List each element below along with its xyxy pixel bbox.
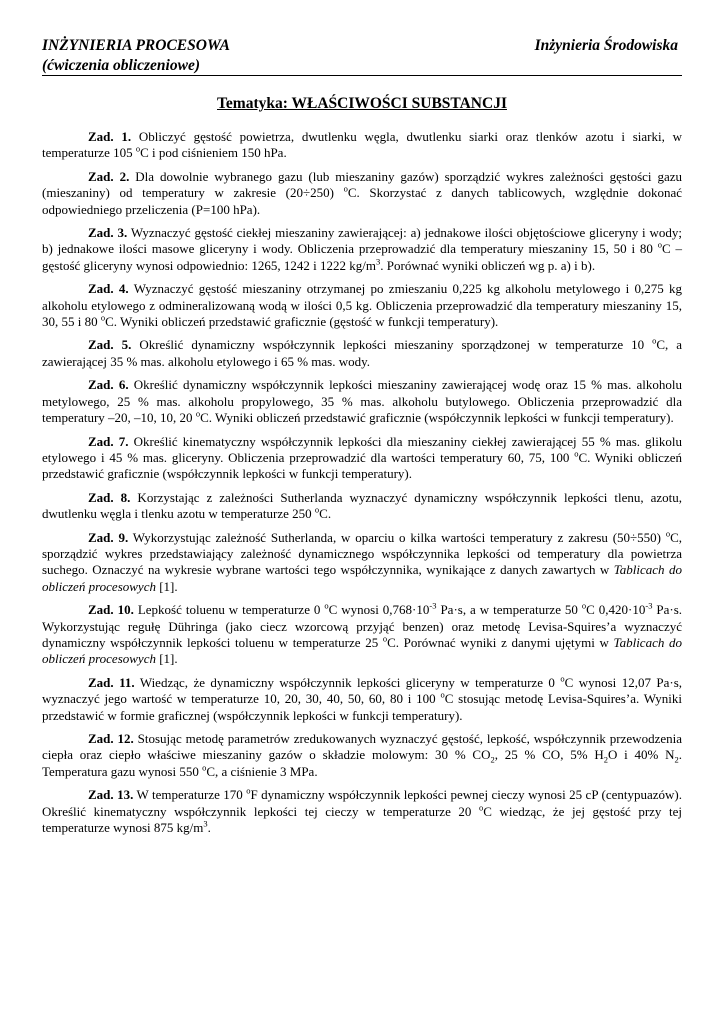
task-text: Wyznaczyć gęstość mieszaniny otrzymanej po zmieszaniu 0,225 kg alkoholu metylowego i 0,275 kg alkoholu etylowego z odmineralizowaną wodą w ilości 0,5 kg. Obliczenia przeprowadzić dla temperatury mieszaniny 15, 30, 55 i 80 (42, 281, 682, 330)
task-label: Zad. 9. (88, 529, 129, 545)
task-text: o (314, 504, 320, 515)
task-paragraph (42, 337, 682, 370)
task-text: C wynosi 0,768·10 (328, 602, 430, 618)
task-text: Wykorzystując zależność Sutherlanda, w oparciu o kilka wartości temperatury z zakresu (50÷550) (128, 529, 666, 545)
task-text: o (100, 312, 106, 323)
task-label: Zad. 8. (88, 489, 131, 505)
task-text: O i 40% N (607, 747, 675, 763)
task-text: C. Wyniki obliczeń przedstawić graficznie (gęstość w funkcji temperatury). (105, 314, 499, 330)
task-text: Obliczyć gęstość powietrza, dwutlenku węgla, dwutlenku siarki oraz tlenków azotu i siarki, w temperaturze 105 (42, 129, 682, 161)
task-text: o (343, 183, 348, 194)
task-text: , 25 % CO, 5% H (494, 747, 604, 763)
header-left (42, 36, 230, 76)
task-text: Pa·s. Wykorzystując regułę Dühringa (jako ciecz wzorcową przyjąć benzen) oraz metodę Levisa-Squires’a wyznaczyć dynamiczny współczynnik lepkości toluenu w temperaturze 25 (42, 602, 683, 650)
task-text: C. Wyniki obliczeń przedstawić graficznie (współczynnik lepkości w funkcji temperatury). (200, 410, 674, 426)
task-text: . (207, 820, 211, 836)
task-label: Zad. 11. (88, 674, 135, 690)
task-label: Zad. 2. (88, 168, 130, 184)
task-text: C. (319, 506, 332, 522)
task-label: Zad. 6. (88, 377, 129, 393)
task-text: C stosując metodę Levisa-Squires’a. Wyniki przedstawić w formie graficznej (współczynnik lepkości w funkcji temperatury). (42, 691, 682, 723)
task-text: -3 (429, 600, 437, 611)
task-text: Wiedząc, że dynamiczny współczynnik lepkości gliceryny w temperaturze 0 (134, 674, 561, 690)
task-paragraph (42, 787, 682, 836)
task-text: o (202, 762, 207, 773)
task-text: Wyznaczyć gęstość ciekłej mieszaniny zawierającej: a) jednakowe ilości objętościowe gliceryny i wody; b) jednakowe ilości masowe gliceryny i wody. Obliczenia przeprowadzić dla temperatury mieszaniny 15, 50 i 80 (42, 225, 682, 257)
page-title: Tematyka: WŁAŚCIWOŚCI SUBSTANCJI (217, 95, 507, 112)
task-text: Korzystając z zależności Sutherlanda wyznaczyć dynamiczny współczynnik lepkości tlenu, azotu, dwutlenku węgla i tlenku azotu w temperaturze 250 (42, 489, 683, 522)
task-paragraph (42, 602, 682, 668)
task-paragraph (42, 169, 682, 218)
task-list (42, 129, 682, 836)
task-label: Zad. 13. (88, 787, 134, 803)
page-header (42, 36, 682, 78)
task-text: 2 (603, 755, 608, 765)
task-text: C, a zawierającej 35 % mas. alkoholu etylowego i 65 % mas. wody. (42, 337, 683, 369)
task-text: C, sporządzić wykres przedstawiający zależność dynamicznego współczynnika lepkości od temperatury dla powietrza suchego. Oznaczyć na wykresie wybrane wartości tego współczynnika, wynikające z danych zawartych w (42, 529, 682, 578)
task-text: Tablicach do obliczeń procesowych (42, 634, 682, 667)
task-label: Zad. 5. (88, 337, 132, 353)
task-text: C – gęstość gliceryny wynosi odpowiednio: 1265, 1242 i 1222 kg/m (42, 241, 683, 273)
task-text: Pa·s, a w temperaturze 50 (436, 602, 582, 618)
task-text: 3 (203, 818, 208, 829)
task-text: C. Wyniki obliczeń przedstawić graficznie (współczynnik lepkości w funkcji temperatury). (42, 449, 682, 482)
task-text: [1]. (155, 651, 178, 667)
task-text: -3 (645, 600, 653, 611)
task-text: C 0,420·10 (586, 602, 646, 618)
task-text: o (324, 600, 329, 611)
task-paragraph (42, 377, 682, 426)
task-text: o (560, 673, 565, 684)
task-paragraph (42, 675, 682, 724)
task-text: Stosując metodę parametrów zredukowanych wyznaczyć gęstość, lepkość, współczynnik przewodzenia ciepła oraz ciepło właściwe mieszaniny gazów o składzie molowym: 30 % CO (42, 731, 682, 763)
task-label: Zad. 12. (88, 731, 134, 746)
task-text: . Temperatura gazu wynosi 550 (42, 747, 682, 779)
task-paragraph (42, 129, 682, 162)
task-text: 3 (376, 256, 381, 267)
document-page (42, 0, 682, 843)
course-title: INŻYNIERIA PROCESOWA (42, 37, 230, 54)
task-text: Lepkość toluenu w temperaturze 0 (133, 602, 325, 618)
task-text: 2 (490, 755, 495, 765)
task-text: Określić dynamiczny współczynnik lepkości mieszaniny zawierającej wodę oraz 15 % mas. alkoholu metylowego, 25 % mas. alkoholu propylowego, 35 % mas. alkoholu butylowego. Obliczenia przeprowadzić dla temperatury –20, –10, 10, 20 (42, 377, 682, 426)
task-text: o (440, 689, 445, 700)
task-text: [1]. (155, 578, 178, 594)
task-text: o (246, 785, 251, 796)
task-text: Określić dynamiczny współczynnik lepkości mieszaniny sporządzonej w temperaturze 10 (131, 337, 653, 353)
task-paragraph (42, 490, 682, 523)
task-text: C wynosi 12,07 Pa·s, wyznaczyć jego wartość w temperaturze 10, 20, 30, 40, 50, 60, 80 i 100 (42, 674, 683, 707)
field-of-study: Inżynieria Środowiska (534, 37, 678, 54)
task-text: F dynamiczny współczynnik lepkości pewnej cieczy wynosi 25 cP (centypuazów). Określić kinematyczny współczynnik lepkości tej cieczy w temperaturze 20 (42, 787, 682, 819)
task-paragraph (42, 434, 682, 483)
task-text: C. Skorzystać z danych tablicowych, względnie dokonać odpowiedniego przeliczenia (P=100 hPa). (42, 185, 682, 217)
task-label: Zad. 1. (88, 129, 132, 144)
task-text: Określić kinematyczny współczynnik lepkości dla mieszaniny ciekłej zawierającej 55 % mas. glikolu etylowego i 45 % mas. gliceryny. Obliczenia przeprowadzić dla wartości temperatury 60, 75, 100 (42, 433, 682, 465)
task-label: Zad. 4. (88, 281, 129, 297)
task-text: 2 (674, 755, 679, 765)
task-text: . Porównać wyniki obliczeń wg p. a) i b). (380, 257, 596, 273)
task-text: W temperaturze 170 (133, 787, 247, 803)
task-text: o (135, 144, 141, 155)
task-paragraph (42, 225, 682, 274)
task-text: o (478, 802, 484, 813)
task-text: C wiedząc, że jej gęstość przy tej temperaturze wynosi 875 kg/m (42, 803, 682, 836)
task-label: Zad. 10. (88, 602, 134, 618)
task-paragraph (42, 530, 682, 596)
header-rule (42, 75, 682, 76)
task-label: Zad. 7. (88, 433, 129, 449)
task-text: o (657, 240, 662, 251)
task-text: C, a ciśnienie 3 MPa. (206, 763, 318, 779)
task-text: C. Porównać wyniki z danymi ujętymi w (387, 634, 614, 650)
task-label: Zad. 3. (88, 225, 128, 241)
task-text: o (574, 448, 579, 459)
task-text: o (382, 633, 388, 644)
task-paragraph (42, 281, 682, 330)
task-text: o (652, 336, 657, 347)
task-text: o (665, 528, 671, 539)
task-text: o (581, 600, 587, 611)
task-text: Dla dowolnie wybranego gazu (lub mieszaniny gazów) sporządzić wykres zależności gęstości gazu (mieszaniny) od temperatury w zakresie (20÷250) (42, 168, 682, 201)
task-text: o (195, 408, 201, 419)
course-subtitle: (ćwiczenia obliczeniowe) (42, 57, 200, 74)
task-text: Tablicach do obliczeń procesowych (42, 562, 682, 594)
task-paragraph (42, 731, 682, 780)
task-text: C i pod ciśnieniem 150 hPa. (140, 145, 287, 161)
